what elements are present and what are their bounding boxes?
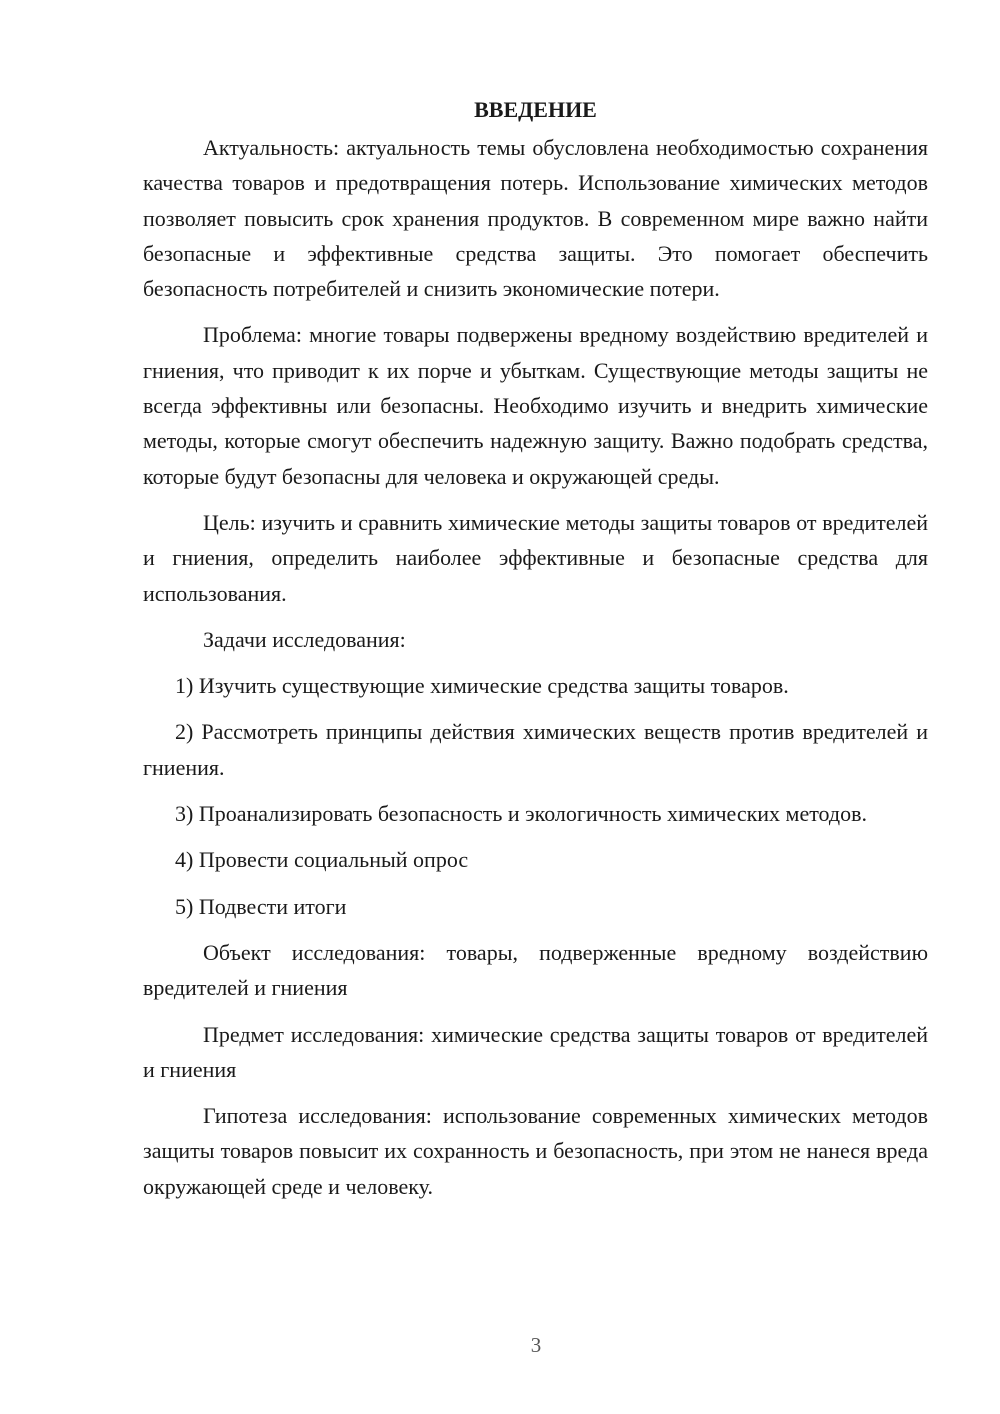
paragraph-relevance: Актуальность: актуальность темы обусловлена необходимостью сохранения качества товаров и предотвращения потерь. Использование химических методов позволяет повысить срок хранения продуктов. В современном мире важно найти безопасные и эффективные средства защиты. Это помогает обеспечить безопасность потребителей и снизить экономические потери.: [143, 135, 928, 302]
task-item-5: 5) Подвести итоги: [175, 893, 347, 919]
page-number: 3: [530, 1333, 542, 1357]
task-item-4: 4) Провести социальный опрос: [175, 847, 469, 873]
task-item-3: 3) Проанализировать безопасность и экологичность химических методов.: [175, 801, 868, 827]
paragraph-object: Объект исследования: товары, подверженные вредному воздействию вредителей и гниения: [143, 939, 928, 1001]
section-title: ВВЕДЕНИЕ: [474, 97, 597, 122]
paragraph-problem: Проблема: многие товары подвержены вредному воздействию вредителей и гниения, что приводит к их порче и убыткам. Существующие методы защиты не всегда эффективны или безопасны. Необходимо изучить и внедрить химические методы, которые смогут обеспечить надежную защиту. Важно подобрать средства, которые будут безопасны для человека и окружающей среды.: [143, 322, 928, 489]
paragraph-goal: Цель: изучить и сравнить химические методы защиты товаров от вредителей и гниения, определить наиболее эффективные и безопасные средства для использования.: [143, 509, 928, 606]
paragraph-hypothesis: Гипотеза исследования: использование современных химических методов защиты товаров повысит их сохранность и безопасность, при этом не нанеся вреда окружающей среде и человеку.: [143, 1103, 928, 1199]
task-item-1: 1) Изучить существующие химические средства защиты товаров.: [175, 673, 789, 699]
tasks-heading: Задачи исследования:: [203, 626, 406, 652]
task-item-2: 2) Рассмотреть принципы действия химических веществ против вредителей и гниения.: [143, 719, 928, 780]
paragraph-subject: Предмет исследования: химические средства защиты товаров от вредителей и гниения: [143, 1021, 928, 1082]
page-content: [143, 92, 928, 1204]
